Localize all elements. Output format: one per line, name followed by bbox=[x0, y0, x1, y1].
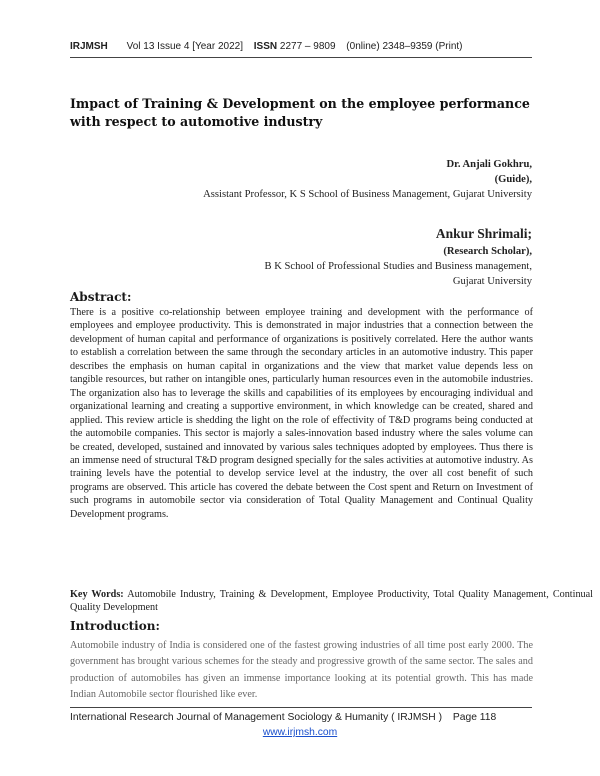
header-year: [Year 2022] bbox=[192, 41, 243, 52]
page-footer bbox=[70, 712, 532, 723]
keywords-label: Key Words: bbox=[70, 589, 124, 600]
footer-journal-name: International Research Journal of Management Sociology & Humanity ( IRJMSH ) bbox=[70, 712, 443, 723]
author-affiliation-university: Gujarat University bbox=[452, 276, 532, 287]
author-role: (Guide), bbox=[494, 174, 532, 185]
author-block-1 bbox=[203, 157, 532, 202]
introduction-text: Automobile industry of India is considered one of the fastest growing industries of all time post early 2000. The government has brought various schemes for the steady and progressive growth of the same sector. The sales and production of automobiles has given an immense importance looking at its potential growth. This has made Indian Automobile sector flourished like ever. bbox=[70, 640, 533, 700]
footer-divider bbox=[70, 707, 532, 708]
issn-online: 2277 – 9809 bbox=[279, 41, 336, 52]
abstract-heading: Abstract: bbox=[70, 290, 132, 304]
introduction-heading: Introduction: bbox=[70, 619, 160, 633]
paper-title: Impact of Training & Development on the employee performance with respect to automotive industry bbox=[70, 96, 530, 129]
page-number: Page 118 bbox=[452, 712, 497, 723]
abstract-text: There is a positive co-relationship between employee training and development with the performance of employees and employee productivity. This is demonstrated in major industries that a connection between the development of human capital and performance of organizations is positively correlated. Here the author wants to establish a correlation between the same through the secondary articles in an automotive industry. This paper describes the emphasis on human capital in organizations and the view that market value depends less on tangible resources, but rather on intangible ones, particularly human resources even in the automobile industries. The organization also has to leverage the skills and capabilities of its employees by encouraging individual and organizational learning and creating a supportive environment, in which knowledge can be created, shared and applied. This review article is shedding the light on the role of effectivity of T&D programs being conducted at the automobile companies. This sector is majorly a sales-innovation based industry where the sales volume can be created, developed, sustained and innovated by various sales techniques adopted by employees. Thus there is an immense need of structural T&D program designed specially for the sales activities at automotive industry. As training levels have the potential to develop service level at the industry, the over all cost benefit of such programs are observed. This article has covered the debate between the Cost spent and Return on Investment of such programs in automobile sector via consideration of Total Quality Management and Continual Quality Development programs. bbox=[70, 307, 533, 520]
online-label: (0nline) bbox=[346, 41, 380, 52]
author-block-2 bbox=[265, 224, 532, 289]
journal-header bbox=[70, 41, 530, 52]
author-affiliation: Assistant Professor, K S School of Business Management, Gujarat University bbox=[203, 189, 532, 200]
keywords bbox=[70, 588, 593, 615]
keywords-text: Automobile Industry, Training & Development, Employee Productivity, Total Quality Management, Continual Quality Development bbox=[70, 589, 594, 614]
author-affiliation: B K School of Professional Studies and Business management, bbox=[264, 261, 532, 272]
header-divider bbox=[70, 57, 532, 58]
journal-abbr: IRJMSH bbox=[70, 41, 108, 52]
author-name: Dr. Anjali Gokhru, bbox=[446, 159, 532, 170]
issn-print: 2348–9359 (Print) bbox=[382, 41, 463, 52]
author-name: Ankur Shrimali; bbox=[435, 226, 532, 241]
issn-label: ISSN bbox=[253, 41, 278, 52]
author-role: (Research Scholar), bbox=[443, 246, 532, 257]
journal-website-link[interactable]: www.irjmsh.com bbox=[262, 727, 338, 738]
volume-issue: Vol 13 Issue 4 bbox=[126, 41, 190, 52]
